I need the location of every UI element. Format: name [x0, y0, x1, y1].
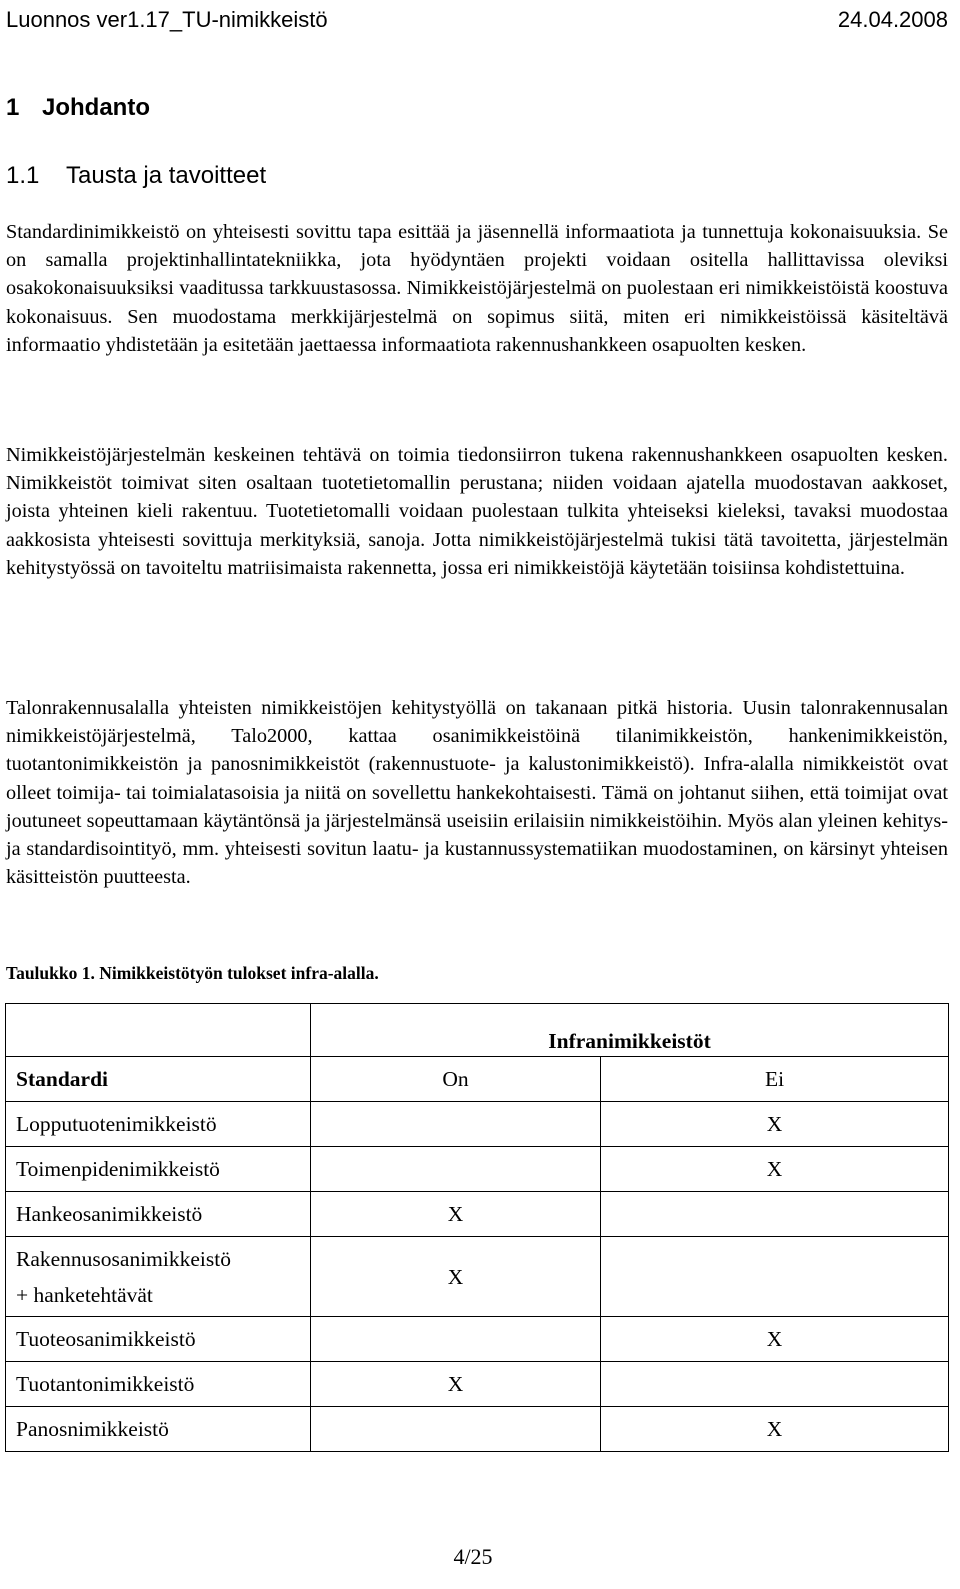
- header-standardi: Standardi: [6, 1057, 311, 1102]
- table-row: [6, 1362, 949, 1407]
- table-row: [6, 1147, 949, 1192]
- table-group-header-row: [6, 1004, 949, 1057]
- header-on: On: [311, 1057, 601, 1102]
- results-table: [5, 1003, 949, 1452]
- row-ei: X: [601, 1102, 949, 1147]
- row-ei: X: [601, 1317, 949, 1362]
- document-date: 24.04.2008: [837, 7, 948, 32]
- row-name: Panosnimikkeistö: [6, 1407, 311, 1452]
- paragraph-1: Standardinimikkeistö on yhteisesti sovittu tapa esittää ja jäsennellä informaatiota ja tunnettuja kokonaisuuksia. Se on samalla projektinhallintatekniikka, jota hyödyntäen projekti voidaan ositella hallittavissa oleviksi osakokonaisuuksiksi vaaditussa tarkkuustasossa. Nimikkeistöjärjestelmä on puolestaan eri nimikkeistöistä koostuva kokonaisuus. Sen muodostama merkkijärjestelmä on sopimus siitä, miten eri nimikkeistöissä käsiteltävä informaatio yhdistetään ja esitetään jaettaessa informaatiota rakennushankkeen osapuolten kesken.: [6, 221, 948, 356]
- row-on: [311, 1407, 601, 1452]
- table-row: [6, 1317, 949, 1362]
- row-on: X: [311, 1362, 601, 1407]
- heading-1-text: Johdanto: [42, 94, 150, 121]
- row-name-line-1: Rakennusosanimikkeistö: [16, 1246, 231, 1271]
- table-caption: Taulukko 1. Nimikkeistötyön tulokset infra-alalla.: [6, 963, 379, 983]
- row-on: X: [311, 1237, 601, 1317]
- document-title: Luonnos ver1.17_TU-nimikkeistö: [6, 7, 328, 32]
- row-name: Tuoteosanimikkeistö: [6, 1317, 311, 1362]
- heading-2-text: Tausta ja tavoitteet: [66, 162, 267, 189]
- row-name: [6, 1237, 311, 1317]
- table-header-row: [6, 1057, 949, 1102]
- row-on: [311, 1102, 601, 1147]
- heading-1-number: 1: [6, 94, 20, 121]
- table-row: [6, 1237, 949, 1317]
- row-name: Toimenpidenimikkeistö: [6, 1147, 311, 1192]
- page-number: 4/25: [453, 1544, 493, 1569]
- row-on: [311, 1147, 601, 1192]
- table-empty-cell: [6, 1004, 311, 1057]
- row-name: Lopputuotenimikkeistö: [6, 1102, 311, 1147]
- heading-1: [6, 92, 150, 124]
- table-row: [6, 1192, 949, 1237]
- row-ei: [601, 1237, 949, 1317]
- heading-2: [6, 160, 266, 192]
- row-on: [311, 1317, 601, 1362]
- row-ei: [601, 1362, 949, 1407]
- row-ei: [601, 1192, 949, 1237]
- row-name: Tuotantonimikkeistö: [6, 1362, 311, 1407]
- row-ei: X: [601, 1407, 949, 1452]
- paragraph-2: Nimikkeistöjärjestelmän keskeinen tehtävä on toimia tiedonsiirron tukena rakennushankkeen osapuolten kesken. Nimikkeistöt toimivat siten osaltaan tuotetietomallin perustana; niiden voidaan ajatella muodostavan aakkoset, joista yhteinen kieli rakentuu. Tuotetietomalli voidaan puolestaan tulkita yhteiseksi kieleksi, tavaksi muodostaa aakkosista yhteisesti sovittuja merkityksiä, sanoja. Jotta nimikkeistöjärjestelmä tukisi tätä tavoitetta, järjestelmän kehitystyössä on tavoiteltu matriisimaista rakennetta, jossa eri nimikkeistöjä käytetään toisiinsa kohdistettuina.: [6, 444, 948, 579]
- page-header: [6, 4, 948, 36]
- row-on: X: [311, 1192, 601, 1237]
- row-name: Hankeosanimikkeistö: [6, 1192, 311, 1237]
- table-row: [6, 1407, 949, 1452]
- row-ei: X: [601, 1147, 949, 1192]
- heading-2-number: 1.1: [6, 162, 40, 189]
- table-group-header: Infranimikkeistöt: [311, 1004, 949, 1057]
- paragraph-3: Talonrakennusalalla yhteisten nimikkeistöjen kehitystyöllä on takanaan pitkä historia. Uusin talonrakennusalan nimikkeistöjärjestelmä, Talo2000, kattaa osanimikkeistöinä tilanimikkeistön, hankenimikkeistön, tuotantonimikkeistön ja panosnimikkeistöt (rakennustuote- ja kalustonimikkeistö). Infra-alalla nimikkeistöt ovat olleet toimija- tai toimialatasoisia ja niitä on sovellettu hankekohtaisesti. Tämä on johtanut siihen, että toimijat ovat joutuneet sopeuttamaan käytäntönsä ja järjestelmänsä useisiin erilaisiin nimikkeistöihin. Myös alan yleinen kehitys- ja standardisointityö, mm. yhteisesti sovitun laatu- ja kustannussystematiikan muodostaminen, on kärsinyt yhteisen käsitteistön puutteesta.: [6, 697, 948, 889]
- row-name-line-2: + hanketehtävät: [16, 1282, 153, 1307]
- table-row: [6, 1102, 949, 1147]
- header-ei: Ei: [601, 1057, 949, 1102]
